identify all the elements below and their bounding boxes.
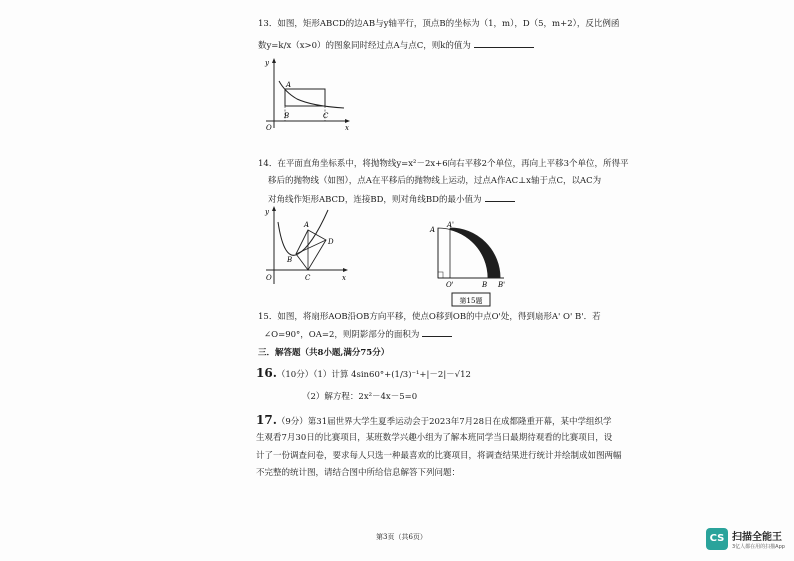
q16-number: 16. [256,366,277,380]
q14-answer-blank [485,193,515,202]
q14-line1: 14．在平面直角坐标系中，将抛物线y=x²－2x+6向右平移2个单位，再向上平移3个单位，所得平 [258,159,629,169]
q15-label-b: B [482,281,488,289]
q14-label-o: O [266,274,272,282]
q15-label-o-prime: O' [446,281,454,289]
q14-label-b: B [287,256,293,264]
q17-line4: 不完整的统计图，请结合图中所给信息解答下列问题： [256,468,461,478]
q17-line1: 17.（9分）第31届世界大学生夏季运动会于2023年7月28日在成都隆重开幕，某中学组织学 [256,413,612,427]
q13-label-c: C [323,112,329,120]
q15-label-a-prime: A' [447,221,454,229]
q13-label-a: A [286,81,292,89]
q15-caption: 第15题 [459,297,483,305]
q15-label-a: A [430,226,436,234]
page-footer: 第3页（共6页） [376,533,427,541]
q17-number: 17. [256,413,277,427]
q14-figure [260,204,350,288]
q15-line1: 15．如图，将扇形AOB沿OB方向平移，使点O移到OB的中点O'处，得到扇形A' O' B'．若 [258,312,601,322]
q15-figure [420,220,520,312]
q14-line3: 对角线作矩形ABCD，连接BD，则对角线BD的最小值为 [268,193,515,205]
q14-line2: 移后的抛物线（如图），点A在平移后的抛物线上运动，过点A作AC⊥x轴于点C，以AC为 [268,176,602,186]
q15-label-b-prime: B' [498,281,506,289]
scanner-watermark [706,526,790,556]
q13-answer-blank [474,39,534,48]
q14-label-d: D [328,238,334,246]
q17-line3: 计了一份调查问卷，要求每人只选一种最喜欢的比赛项目，将调查结果进行统计并绘制成如图两幅 [256,451,622,461]
q13-line2: 数y=k/x（x>0）的图象同时经过点A与点C，则k的值为 [258,39,534,51]
q14-label-y: y [265,208,269,216]
watermark-title: 扫描全能王 [732,532,782,543]
q13-label-x: x [345,124,349,132]
q15-line2: ∠O=90°，OA=2，则阴影部分的面积为 [264,328,452,340]
q14-label-c: C [305,274,311,282]
q13-figure [262,56,352,136]
q13-line1: 13．如图，矩形ABCD的边AB与y轴平行，顶点B的坐标为（1，m），D（5，m+2），反比例函 [258,19,620,29]
camscanner-logo-icon: CS [706,528,728,550]
watermark-subtitle: 3亿人都在用的扫描App [732,544,785,550]
q16-part1: 16.（10分）（1）计算 4sin60°+(1/3)⁻¹+|－2|－√12 [256,366,471,380]
q13-label-b: B [284,112,290,120]
section-heading-3: 三．解答题（共8小题,满分75分） [258,348,390,358]
q14-label-x: x [342,274,346,282]
q16-part2: （2）解方程：2x²－4x－5=0 [302,392,418,402]
q14-label-a: A [304,221,310,229]
q13-label-y: y [265,59,269,67]
q15-answer-blank [422,328,452,337]
q17-line2: 生观看7月30日的比赛项目，某班数学兴趣小组为了解本班同学当日最期待观看的比赛项目，设 [256,433,613,443]
q13-label-o: O [266,124,272,132]
